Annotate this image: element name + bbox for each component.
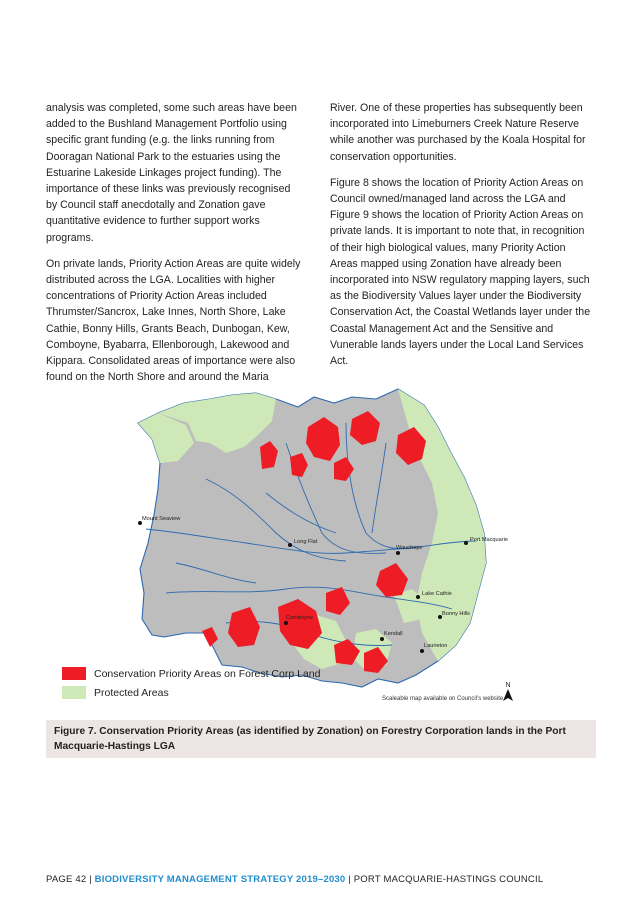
page-number: PAGE 42 <box>46 874 87 885</box>
north-arrow-icon <box>502 682 514 703</box>
place-label: Laurieton <box>424 643 448 649</box>
place-label: Wauchope <box>396 545 423 551</box>
paragraph: analysis was completed, some such areas have been added to the Bushland Management Portfolio using specific grant funding (e.g. the links running from Dooragan National Park to the estuaries using the Estuarine Lakeside Linkages project funding). The importance of these links was previously recognised by Council staff anecdotally and Zonation gave quantitative evidence to further support works programs. <box>46 102 297 244</box>
body-column-right <box>330 100 592 379</box>
place-label: Bonny Hills <box>442 611 470 617</box>
document-title: BIODIVERSITY MANAGEMENT STRATEGY 2019–2030 <box>94 874 346 885</box>
paragraph: Figure 8 shows the location of Priority Action Areas on Council owned/managed land across the LGA and Figure 9 shows the location of Priority Action Areas on private lands. It is important to note that, in recognition of their high biological values, many Priority Action Areas mapped using Zonation have already been incorporated into NSW regulatory mapping layers, such as the Biodiversity Values layer under the Biodiversity Conservation Act, the Coastal Wetlands layer under the Coastal Management Act and the Sensitive and Vunerable lands layers under the Local Land Services Act. <box>330 176 591 368</box>
footer-separator: | <box>89 874 92 885</box>
legend-label: Protected Areas <box>94 686 169 699</box>
place-label: Mount Seaview <box>142 516 181 522</box>
body-column-left <box>46 100 304 395</box>
organization-name: PORT MACQUARIE-HASTINGS COUNCIL <box>353 874 544 885</box>
legend-item-conservation <box>62 667 320 680</box>
scale-note: Scaleable map available on Council's website <box>382 696 504 702</box>
place-label: Long Flat <box>294 539 318 545</box>
footer-separator: | <box>348 874 351 885</box>
place-label: Kendall <box>384 631 403 637</box>
lga-map <box>46 383 594 713</box>
legend-item-protected <box>62 686 169 699</box>
north-label: N <box>505 682 511 689</box>
page-footer <box>46 874 543 885</box>
place-label: Comboyne <box>286 615 314 621</box>
paragraph: On private lands, Priority Action Areas are quite widely distributed across the LGA. Localities with higher concentrations of Priority Action Areas included Thrumster/Sancrox, Lake Innes, North Shore, Lake Cathie, Bonny Hills, Grants Beach, Dunbogan, Kew, Comboyne, Byabarra, Ellenborough, Lakewood and Kippara. Consolidated areas of importance were also found on the North Shore and around the Maria <box>46 257 301 384</box>
legend-swatch <box>62 667 86 680</box>
place-label: Port Macquarie <box>470 537 508 543</box>
legend-swatch <box>62 686 86 699</box>
paragraph: River. One of these properties has subsequently been incorporated into Limeburners Creek Nature Reserve while another was purchased by the Koala Hospital for conservation opportunities. <box>330 102 586 163</box>
place-label: Lake Cathie <box>422 591 452 597</box>
figure-caption: Figure 7. Conservation Priority Areas (as identified by Zonation) on Forestry Corporation lands in the Port Macquarie-Hastings LGA <box>46 720 596 758</box>
legend-label: Conservation Priority Areas on Forest Corp Land <box>94 667 321 680</box>
